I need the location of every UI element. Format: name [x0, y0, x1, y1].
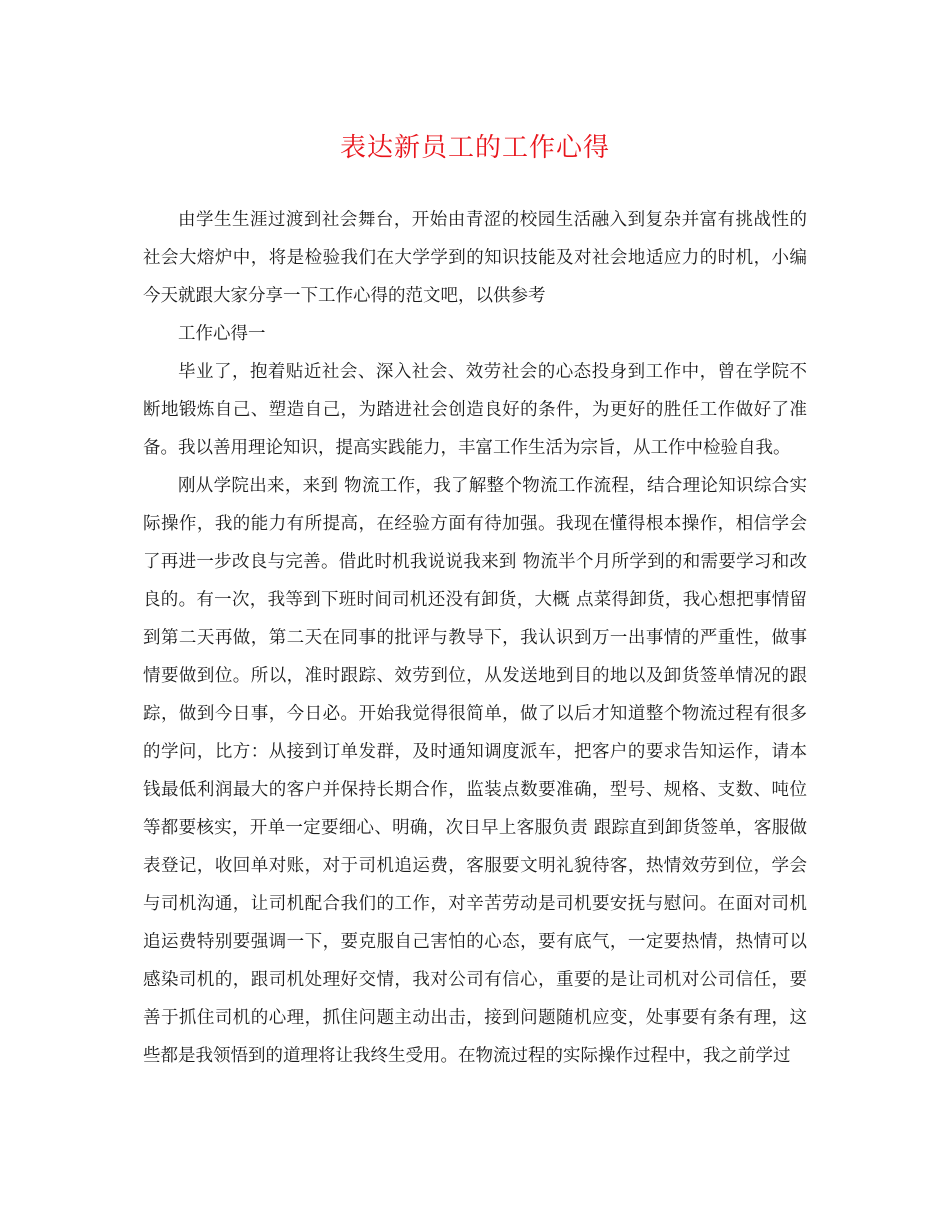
- body-paragraph: 毕业了，抱着贴近社会、深入社会、效劳社会的心态投身到工作中，曾在学院不断地锻炼自己、塑造自己，为踏进社会创造良好的条件，为更好的胜任工作做好了准备。我以善用理论知识，提高实践能力，丰富工作生活为宗旨，从工作中检验自我。: [143, 362, 807, 458]
- document-title: 表达新员工的工作心得: [339, 133, 610, 163]
- intro-paragraph: 由学生生涯过渡到社会舞台，开始由青涩的校园生活融入到复杂并富有挑战性的社会大熔炉中，将是检验我们在大学学到的知识技能及对社会地适应力的时机，小编今天就跟大家分享一下工作心得的范文吧，以供参考: [143, 210, 807, 306]
- body-paragraph: 刚从学院出来，来到 物流工作，我了解整个物流工作流程，结合理论知识综合实际操作，我的能力有所提高，在经验方面有待加强。我现在懂得根本操作，相信学会了再进一步改良与完善。借此时机我说说我来到 物流半个月所学到的和需要学习和改良的。有一次，我等到下班时间司机还没有卸货，大概 点菜得卸货，我心想把事情留到第二天再做，第二天在同事的批评与教导下，我认识到万一出事情的严重性，做事情要做到位。所以，准时跟踪、效劳到位，从发送地到目的地以及卸货签单情况的跟踪，做到今日事，今日必。开始我觉得很简单，做了以后才知道整个物流过程有很多的学问，比方：从接到订单发群，及时通知调度派车，把客户的要求告知运作，请本钱最低利润最大的客户并保持长期合作，监装点数要准确，型号、规格、支数、吨位等都要核实，开单一定要细心、明确，次日早上客服负责 跟踪直到卸货签单，客服做表登记，收回单对账，对于司机追运费，客服要文明礼貌待客，热情效劳到位，学会与司机沟通，让司机配合我们的工作，对辛苦劳动是司机要安抚与慰问。在面对司机追运费特别要强调一下，要克服自己害怕的心态，要有底气，一定要热情，热情可以感染司机的，跟司机处理好交情，我对公司有信心，重要的是让司机对公司信任，要善于抓住司机的心理，抓住问题主动出击，接到问题随机应变，处事要有条有理，这些都是我领悟到的道理将让我终生受用。在物流过程的实际操作过程中，我之前学过: [143, 476, 807, 1066]
- document-body: [143, 201, 807, 1075]
- section-heading: 工作心得一: [178, 324, 266, 344]
